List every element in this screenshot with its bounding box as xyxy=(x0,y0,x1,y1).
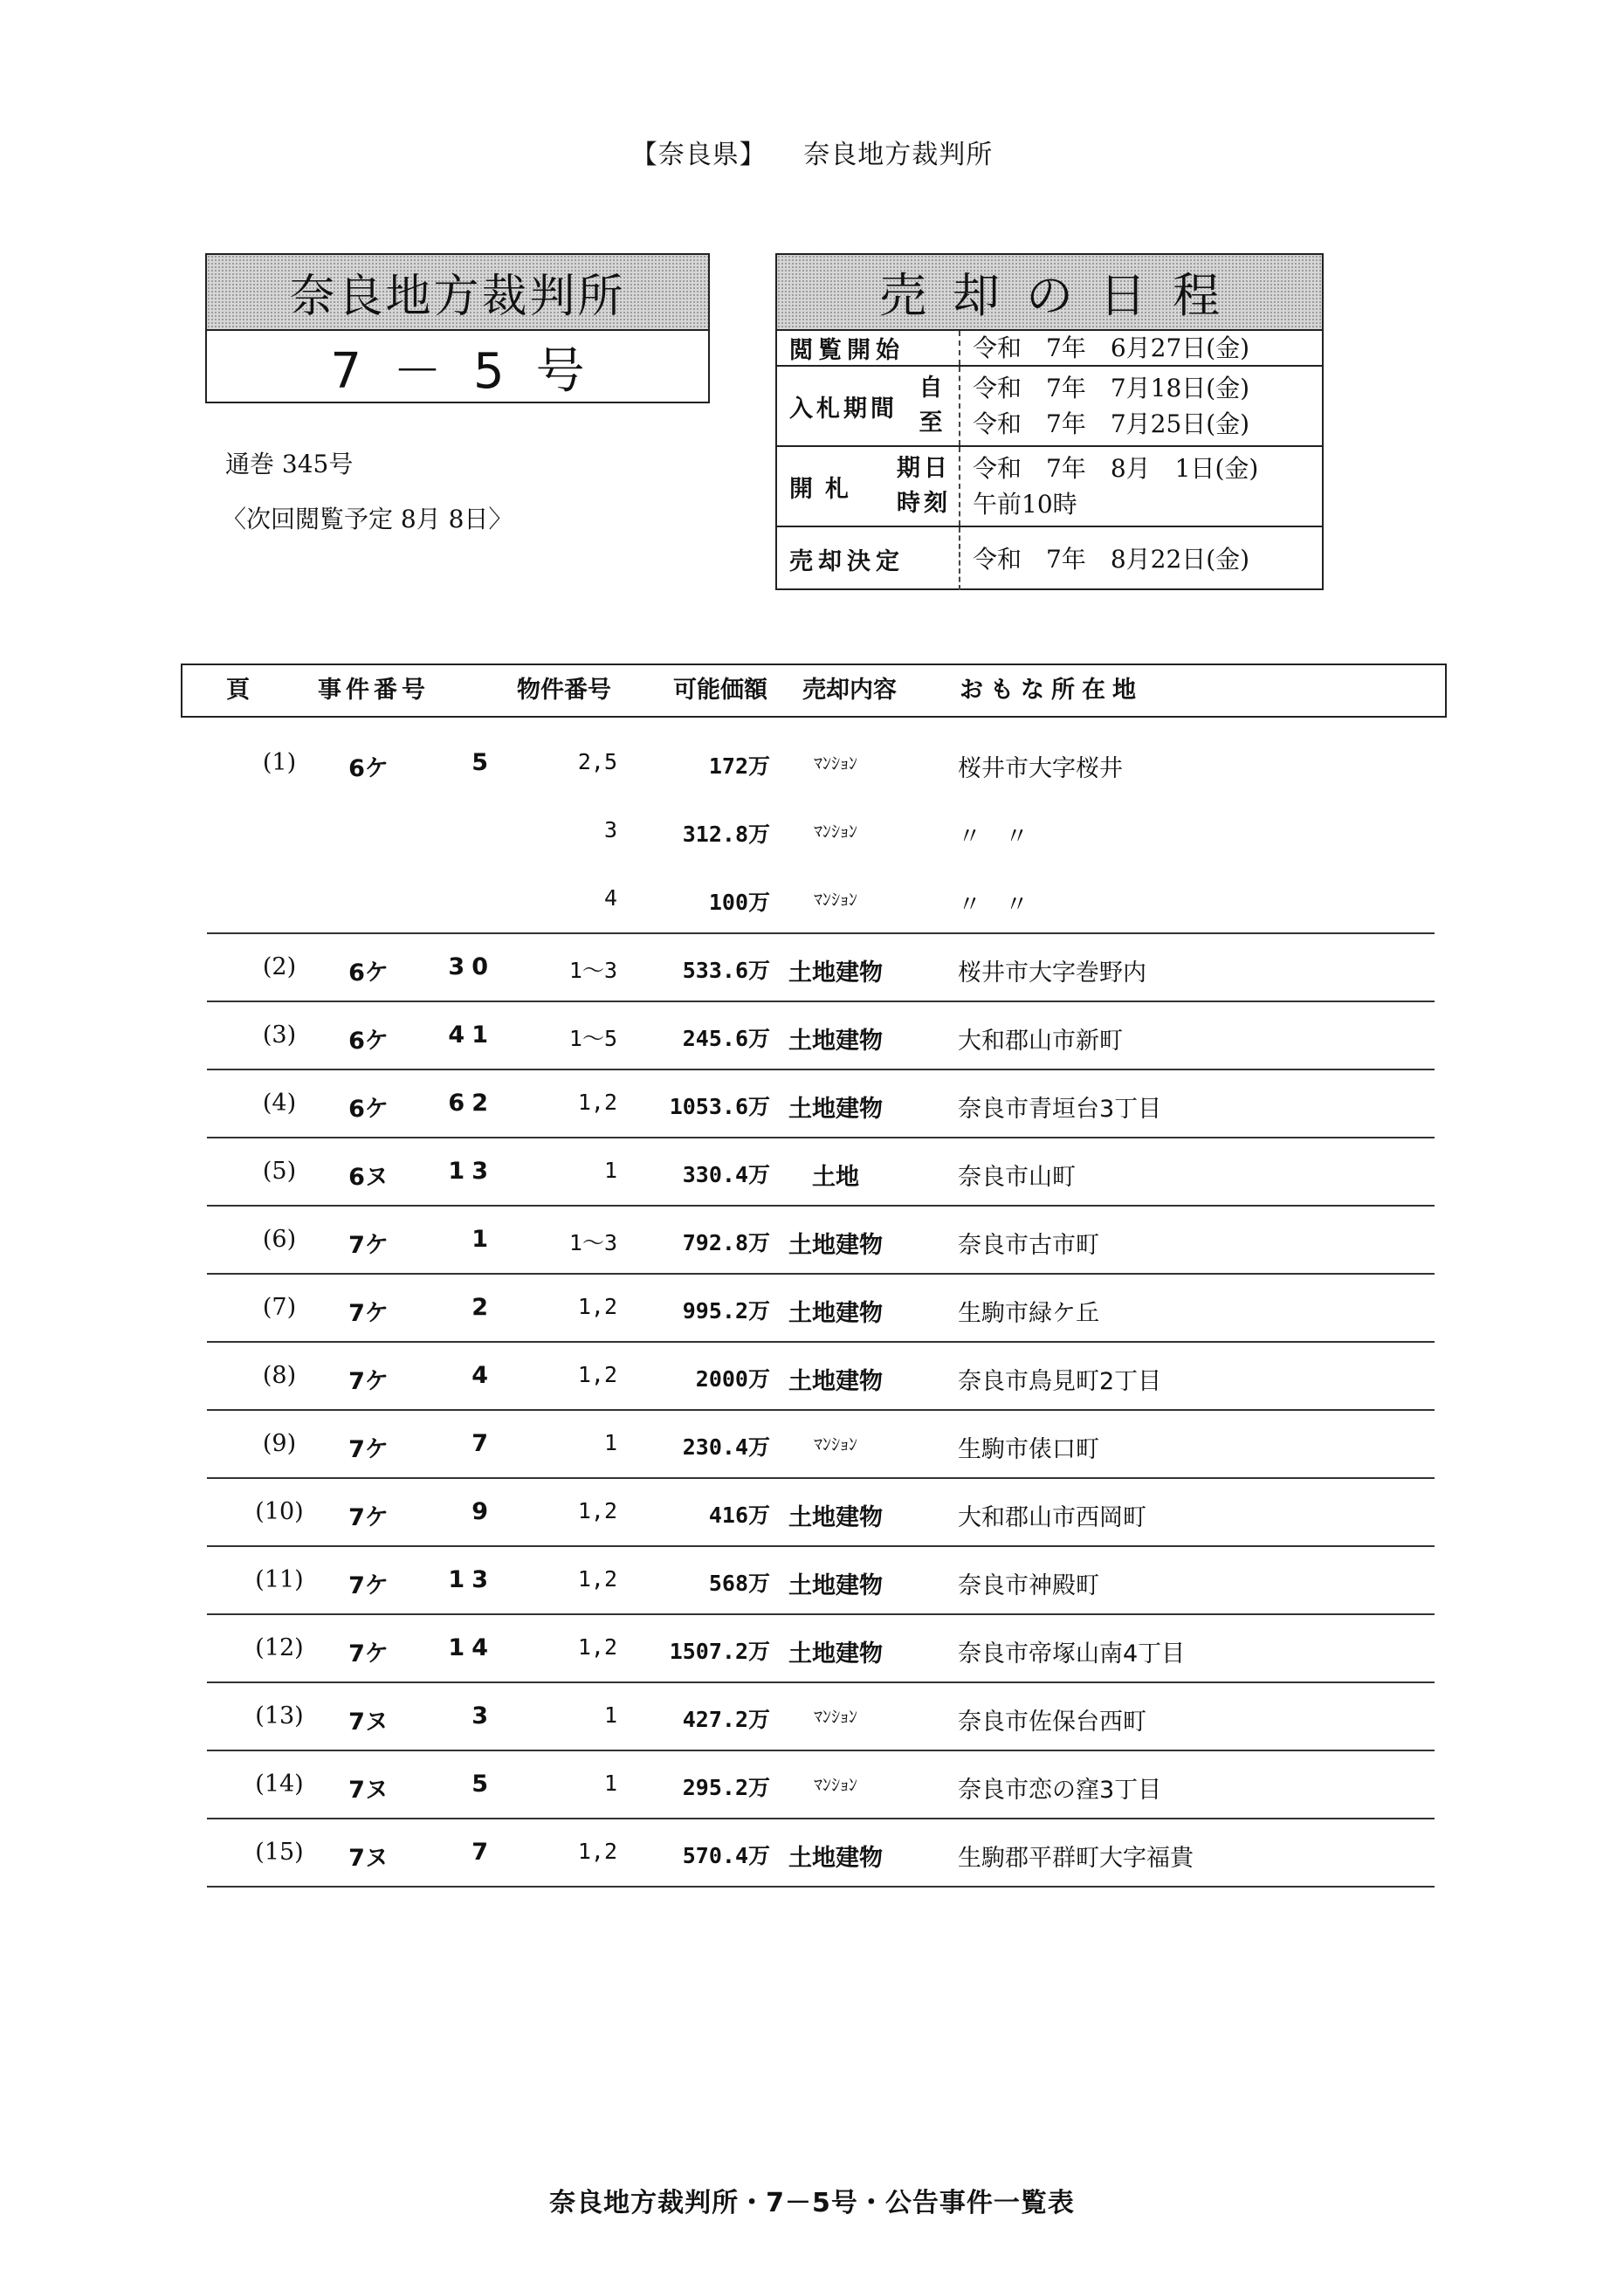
row-price: 1507.2万 xyxy=(669,1639,770,1664)
header-case-number: 事件番号 xyxy=(318,677,430,704)
row-price: 1053.6万 xyxy=(669,1094,770,1119)
row-divider xyxy=(207,1069,1435,1070)
row-divider xyxy=(207,1750,1435,1751)
court-title-box xyxy=(205,253,710,403)
row-price: 172万 xyxy=(708,753,770,779)
row-sale-type: 土地建物 xyxy=(788,959,883,987)
row-location: 奈良市青垣台3丁目 xyxy=(958,1096,1162,1123)
row-case-year: 7ケ xyxy=(348,1504,389,1531)
row-price: 427.2万 xyxy=(682,1707,770,1732)
row-location: 桜井市大字巻野内 xyxy=(958,959,1146,987)
viewing-label: 閲覧開始 xyxy=(789,337,905,364)
row-property-number: 1 xyxy=(603,1158,617,1183)
table-row xyxy=(207,746,1435,781)
row-case-year: 7ケ xyxy=(348,1572,389,1599)
row-sale-type: 土地建物 xyxy=(788,1028,883,1055)
row-page: (4) xyxy=(262,1090,297,1117)
row-page: (11) xyxy=(255,1566,304,1593)
table-row xyxy=(207,1086,1435,1121)
row-sale-type: ﾏﾝｼｮﾝ xyxy=(814,1774,857,1795)
row-case-number: 4 xyxy=(471,1362,495,1389)
row-property-number: 1～5 xyxy=(568,1026,617,1051)
row-divider xyxy=(207,1613,1435,1615)
schedule-title: 売却の日程 xyxy=(777,255,1322,331)
row-sale-type: 土地 xyxy=(812,1164,859,1191)
row-property-number: 1 xyxy=(603,1771,617,1796)
row-page: (15) xyxy=(255,1839,304,1866)
row-property-number: 1 xyxy=(603,1702,617,1728)
schedule-row-bidding xyxy=(777,367,1322,447)
row-location: 奈良市山町 xyxy=(958,1164,1076,1191)
row-case-year: 7ケ xyxy=(348,1232,389,1259)
row-price: 533.6万 xyxy=(682,958,770,983)
row-case-number: 9 xyxy=(471,1498,495,1525)
row-price: 995.2万 xyxy=(682,1298,770,1324)
row-location: 奈良市恋の窪3丁目 xyxy=(958,1777,1162,1804)
row-case-number: 14 xyxy=(448,1634,495,1661)
row-sale-type: 土地建物 xyxy=(788,1300,883,1327)
sale-schedule-box xyxy=(775,253,1324,590)
opening-time: 午前10時 xyxy=(973,490,1077,519)
schedule-row-opening xyxy=(777,447,1322,527)
row-divider xyxy=(207,1886,1435,1888)
row-property-number: 1,2 xyxy=(577,1839,617,1864)
row-divider xyxy=(207,1409,1435,1411)
row-location: 奈良市神殿町 xyxy=(958,1572,1099,1599)
row-case-number: 41 xyxy=(448,1021,495,1049)
row-property-number: 1 xyxy=(603,1430,617,1455)
row-case-number: 7 xyxy=(471,1839,495,1866)
row-divider xyxy=(207,932,1435,934)
bidding-label: 入札期間 xyxy=(789,395,898,423)
row-location: 奈良市帝塚山南4丁目 xyxy=(958,1640,1186,1668)
row-location: 生駒市俵口町 xyxy=(958,1436,1099,1463)
row-property-number: 1,2 xyxy=(577,1498,617,1523)
table-row xyxy=(207,1358,1435,1393)
schedule-row-decision xyxy=(777,527,1322,590)
header-sale-type: 売却内容 xyxy=(802,677,897,704)
table-row xyxy=(207,882,1435,917)
row-divider xyxy=(207,1477,1435,1479)
row-case-year: 7ケ xyxy=(348,1368,389,1395)
row-page: (10) xyxy=(255,1498,304,1525)
opening-time-label: 時刻 xyxy=(897,490,951,517)
row-case-year: 6ヌ xyxy=(348,1164,389,1191)
row-divider xyxy=(207,1341,1435,1343)
row-divider xyxy=(207,1205,1435,1207)
row-case-number: 62 xyxy=(448,1090,495,1117)
row-location: 奈良市鳥見町2丁目 xyxy=(958,1368,1162,1395)
row-location: 生駒郡平群町大字福貴 xyxy=(958,1845,1194,1872)
row-page: (5) xyxy=(262,1158,297,1185)
schedule-row-viewing xyxy=(777,331,1322,367)
row-case-year: 6ケ xyxy=(348,1028,389,1055)
row-case-number: 30 xyxy=(448,953,495,980)
row-page: (3) xyxy=(262,1021,297,1049)
row-location: 桜井市大字桜井 xyxy=(958,755,1123,782)
row-divider xyxy=(207,1001,1435,1002)
row-property-number: 1～3 xyxy=(568,958,617,983)
header-price: 可能価額 xyxy=(673,677,767,704)
table-header xyxy=(181,664,1447,718)
row-price: 2000万 xyxy=(695,1366,770,1392)
row-location: 奈良市佐保台西町 xyxy=(958,1709,1146,1736)
row-property-number: 1,2 xyxy=(577,1634,617,1660)
table-row xyxy=(207,1699,1435,1734)
row-sale-type: 土地建物 xyxy=(788,1504,883,1531)
table-row xyxy=(207,1222,1435,1257)
row-location: 大和郡山市西岡町 xyxy=(958,1504,1146,1531)
row-location: 〃 〃 xyxy=(958,891,1029,918)
prefecture-label: 【奈良県】 xyxy=(630,140,767,170)
volume-number: 通巻 345号 xyxy=(225,450,354,478)
row-page: (13) xyxy=(255,1702,304,1730)
table-row xyxy=(207,1018,1435,1053)
table-row xyxy=(207,1290,1435,1325)
table-row xyxy=(207,1631,1435,1666)
row-sale-type: 土地建物 xyxy=(788,1096,883,1123)
row-case-year: 6ケ xyxy=(348,755,389,782)
row-case-year: 7ケ xyxy=(348,1300,389,1327)
row-sale-type: ﾏﾝｼｮﾝ xyxy=(814,1706,857,1727)
viewing-date: 令和 7年 6月27日(金) xyxy=(973,334,1250,362)
table-row xyxy=(207,1154,1435,1189)
row-case-year: 7ケ xyxy=(348,1640,389,1668)
row-location: 〃 〃 xyxy=(958,823,1029,850)
opening-date: 令和 7年 8月 1日(金) xyxy=(973,454,1259,483)
bidding-to-label: 至 xyxy=(919,409,946,437)
table-row xyxy=(207,1835,1435,1870)
row-price: 792.8万 xyxy=(682,1230,770,1255)
row-property-number: 4 xyxy=(603,885,617,911)
row-property-number: 1,2 xyxy=(577,1566,617,1592)
row-price: 230.4万 xyxy=(682,1434,770,1460)
row-sale-type: ﾏﾝｼｮﾝ xyxy=(814,753,857,774)
row-case-year: 6ケ xyxy=(348,959,389,987)
table-row xyxy=(207,950,1435,985)
row-case-number: 2 xyxy=(471,1294,495,1321)
header-page: 頁 xyxy=(226,677,250,704)
decision-label: 売却決定 xyxy=(789,547,905,575)
row-page: (14) xyxy=(255,1771,304,1798)
row-sale-type: 土地建物 xyxy=(788,1845,883,1872)
row-page: (12) xyxy=(255,1634,304,1661)
row-case-year: 7ヌ xyxy=(348,1709,389,1736)
bidding-from-date: 令和 7年 7月18日(金) xyxy=(973,374,1250,402)
row-location: 奈良市古市町 xyxy=(958,1232,1099,1259)
row-property-number: 1,2 xyxy=(577,1362,617,1387)
row-price: 295.2万 xyxy=(682,1775,770,1800)
decision-date: 令和 7年 8月22日(金) xyxy=(973,544,1250,574)
row-page: (9) xyxy=(262,1430,297,1457)
row-location: 生駒市緑ケ丘 xyxy=(958,1300,1099,1327)
table-row xyxy=(207,1767,1435,1802)
row-divider xyxy=(207,1273,1435,1275)
page-footer: 奈良地方裁判所・7－5号・公告事件一覧表 xyxy=(549,2188,1075,2218)
row-sale-type: 土地建物 xyxy=(788,1640,883,1668)
issue-number: 7－5号 xyxy=(330,342,616,400)
row-sale-type: ﾏﾝｼｮﾝ xyxy=(814,821,857,842)
table-row xyxy=(207,1495,1435,1530)
table-row xyxy=(207,1427,1435,1461)
row-price: 312.8万 xyxy=(682,822,770,847)
row-price: 100万 xyxy=(708,890,770,915)
next-viewing-date: 〈次回閲覧予定 8月 8日〉 xyxy=(222,505,513,533)
row-page: (6) xyxy=(262,1226,297,1253)
row-divider xyxy=(207,1818,1435,1819)
opening-date-label: 期日 xyxy=(897,455,951,482)
row-case-number: 5 xyxy=(471,1771,495,1798)
row-price: 416万 xyxy=(708,1503,770,1528)
row-price: 568万 xyxy=(708,1571,770,1596)
row-divider xyxy=(207,1137,1435,1138)
row-case-year: 7ケ xyxy=(348,1436,389,1463)
row-divider xyxy=(207,1681,1435,1683)
row-property-number: 1,2 xyxy=(577,1090,617,1115)
row-case-year: 6ケ xyxy=(348,1096,389,1123)
row-case-number: 13 xyxy=(448,1566,495,1593)
row-case-number: 5 xyxy=(471,749,495,776)
table-row xyxy=(207,814,1435,849)
row-page: (8) xyxy=(262,1362,297,1389)
row-page: (2) xyxy=(262,953,297,980)
row-price: 570.4万 xyxy=(682,1843,770,1868)
header-property-number: 物件番号 xyxy=(517,677,611,704)
row-location: 大和郡山市新町 xyxy=(958,1028,1123,1055)
row-price: 245.6万 xyxy=(682,1026,770,1051)
row-property-number: 2,5 xyxy=(577,749,617,774)
row-case-number: 3 xyxy=(471,1702,495,1730)
row-property-number: 1,2 xyxy=(577,1294,617,1319)
row-property-number: 3 xyxy=(603,817,617,842)
row-property-number: 1～3 xyxy=(568,1230,617,1255)
row-sale-type: 土地建物 xyxy=(788,1368,883,1395)
bidding-from-label: 自 xyxy=(919,375,946,402)
row-case-number: 7 xyxy=(471,1430,495,1457)
row-price: 330.4万 xyxy=(682,1162,770,1187)
bidding-to-date: 令和 7年 7月25日(金) xyxy=(973,409,1250,438)
row-divider xyxy=(207,1545,1435,1547)
row-case-number: 13 xyxy=(448,1158,495,1185)
opening-label: 開札 xyxy=(789,475,861,503)
row-page: (7) xyxy=(262,1294,297,1321)
row-page: (1) xyxy=(262,749,297,776)
court-name: 奈良地方裁判所 xyxy=(207,255,708,331)
row-case-year: 7ヌ xyxy=(348,1777,389,1804)
row-case-year: 7ヌ xyxy=(348,1845,389,1872)
table-row xyxy=(207,1563,1435,1598)
row-sale-type: ﾏﾝｼｮﾝ xyxy=(814,1434,857,1454)
court-label: 奈良地方裁判所 xyxy=(803,140,994,170)
header-location: おもな所在地 xyxy=(960,677,1143,704)
row-sale-type: 土地建物 xyxy=(788,1232,883,1259)
page-header xyxy=(0,133,1624,171)
row-case-number: 1 xyxy=(471,1226,495,1253)
row-sale-type: ﾏﾝｼｮﾝ xyxy=(814,889,857,910)
row-sale-type: 土地建物 xyxy=(788,1572,883,1599)
